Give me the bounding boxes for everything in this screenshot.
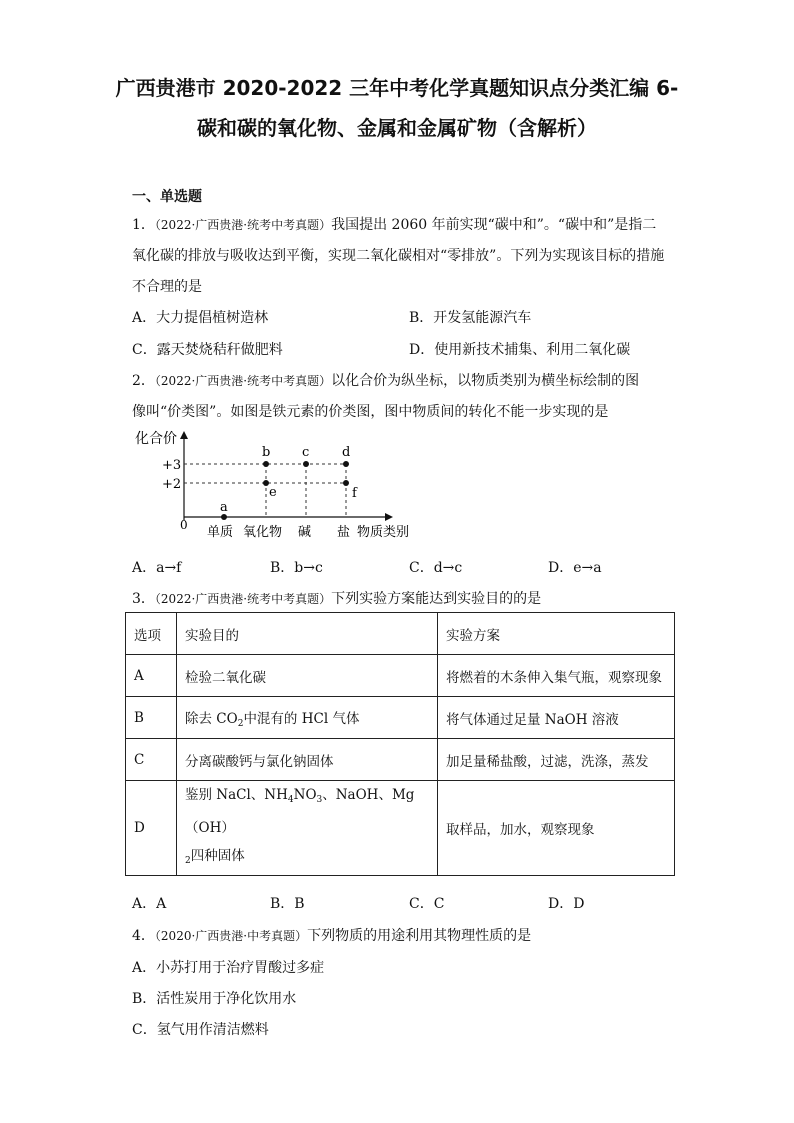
row-d-goal [177,781,438,876]
row-c-goal: 分离碳酸钙与氯化钠固体 [177,739,438,781]
q4-text: 下列物质的用途利用其物理性质的是 [307,928,532,944]
table-header-row [126,613,675,655]
table-row [126,739,675,781]
section-heading: 一、单选题 [132,189,202,205]
header-plan: 实验方案 [438,613,675,655]
header-option: 选项 [126,613,177,655]
origin-label: 0 [180,518,188,532]
header-goal: 实验目的 [177,613,438,655]
row-d-goal-c: 、NaOH、Mg（OH） [185,787,415,836]
q2-source: （2022·广西贵港·统考中考真题） [154,374,332,388]
q4-source: （2020·广西贵港·中考真题） [154,929,308,943]
q2-option-b: B．b→c [270,560,323,576]
row-d-goal-sub2: 3 [316,795,323,805]
y-tick-plus3: +3 [162,458,182,473]
point-label-a: a [220,500,228,515]
q3-option-a: A．A [132,896,167,912]
row-d-plan: 取样品，加水，观察现象 [438,781,675,876]
q4-number: 4． [132,928,155,944]
row-d-goal-b: NO [293,787,317,803]
x-axis-arrow [385,513,393,521]
y-axis-arrow [180,431,188,439]
point-label-c: c [302,445,310,460]
q2-text-1: 以化合价为纵坐标，以物质类别为横坐标绘制的图 [331,373,640,389]
q4-option-a: A．小苏打用于治疗胃酸过多症 [132,960,325,976]
row-a-plan: 将燃着的木条伸入集气瓶，观察现象 [438,655,675,697]
point-f [343,480,349,486]
row-b-option: B [126,697,177,739]
table-row [126,781,675,876]
q1-option-c: C．露天焚烧秸秆做肥料 [132,342,283,358]
row-d-goal-sub3: 2 [185,856,191,866]
x-cat-oxide: 氧化物 [243,525,283,540]
y-axis-label: 化合价 [135,431,177,447]
table-row [126,697,675,739]
q2-option-c: C．d→c [409,560,463,576]
valence-class-chart [125,425,425,545]
q2-number: 2． [132,373,155,389]
point-label-b: b [262,445,271,460]
row-b-goal [177,697,438,739]
doc-title-line-1: 广西贵港市 2020-2022 三年中考化学真题知识点分类汇编 6- [115,76,679,100]
q1-option-b: B．开发氢能源汽车 [409,310,532,326]
point-label-f: f [352,486,357,501]
point-b [263,461,269,467]
q2-option-a: A．a→f [132,560,182,576]
q1-text-1: 我国提出 2060 年前实现“碳中和”。“碳中和”是指二 [331,217,657,233]
x-cat-base: 碱 [298,525,312,540]
q3-text: 下列实验方案能达到实验目的的是 [331,591,542,607]
q1-line-3: 不合理的是 [132,279,202,295]
q3-number: 3． [132,591,155,607]
q4-option-c: C．氢气用作清洁燃料 [132,1022,269,1038]
point-c [303,461,309,467]
q1-line-2: 氧化碳的排放与吸收达到平衡，实现二氧化碳相对“零排放”。下列为实现该目标的措施 [132,248,665,264]
x-axis-label: 物质类别 [357,525,410,540]
row-d-goal-d: 四种固体 [190,848,245,864]
q3-table [125,612,675,876]
x-cat-salt: 盐 [337,525,351,540]
point-label-d: d [342,445,351,460]
row-b-goal-post: 中混有的 HCl 气体 [243,710,360,727]
q2-line-2: 像叫“价类图”。如图是铁元素的价类图，图中物质间的转化不能一步实现的是 [132,404,609,420]
row-a-goal: 检验二氧化碳 [177,655,438,697]
q3-source: （2022·广西贵港·统考中考真题） [154,592,332,606]
doc-title-line-2: 碳和碳的氧化物、金属和金属矿物（含解析） [197,116,597,140]
q1-option-a: A．大力提倡植树造林 [132,310,269,326]
row-c-option: C [126,739,177,781]
row-b-goal-sub: 2 [237,718,244,729]
q3-option-d: D．D [548,896,585,912]
q1-option-d: D．使用新技术捕集、利用二氧化碳 [409,342,631,358]
q3-option-b: B．B [270,896,305,912]
q3-option-c: C．C [409,896,445,912]
row-d-goal-sub1: 4 [287,795,294,805]
q1-line-1 [132,214,656,234]
q4-option-b: B．活性炭用于净化饮用水 [132,991,297,1007]
x-cat-element: 单质 [207,525,234,540]
row-b-plan: 将气体通过足量 NaOH 溶液 [438,697,675,739]
row-c-plan: 加足量稀盐酸，过滤，洗涤，蒸发 [438,739,675,781]
y-tick-plus2: +2 [162,477,182,492]
q4-line-1 [132,925,531,945]
table-row [126,655,675,697]
q2-option-d: D．e→a [548,560,602,576]
q2-line-1 [132,370,639,390]
row-d-option: D [126,781,177,876]
row-d-goal-a: 鉴别 NaCl、NH [185,787,288,803]
row-b-goal-pre: 除去 CO [185,710,238,727]
point-d [343,461,349,467]
point-label-e: e [269,485,277,500]
q1-number: 1． [132,217,155,233]
q3-line-1 [132,588,541,608]
q1-source: （2022·广西贵港·统考中考真题） [154,218,332,232]
row-a-option: A [126,655,177,697]
